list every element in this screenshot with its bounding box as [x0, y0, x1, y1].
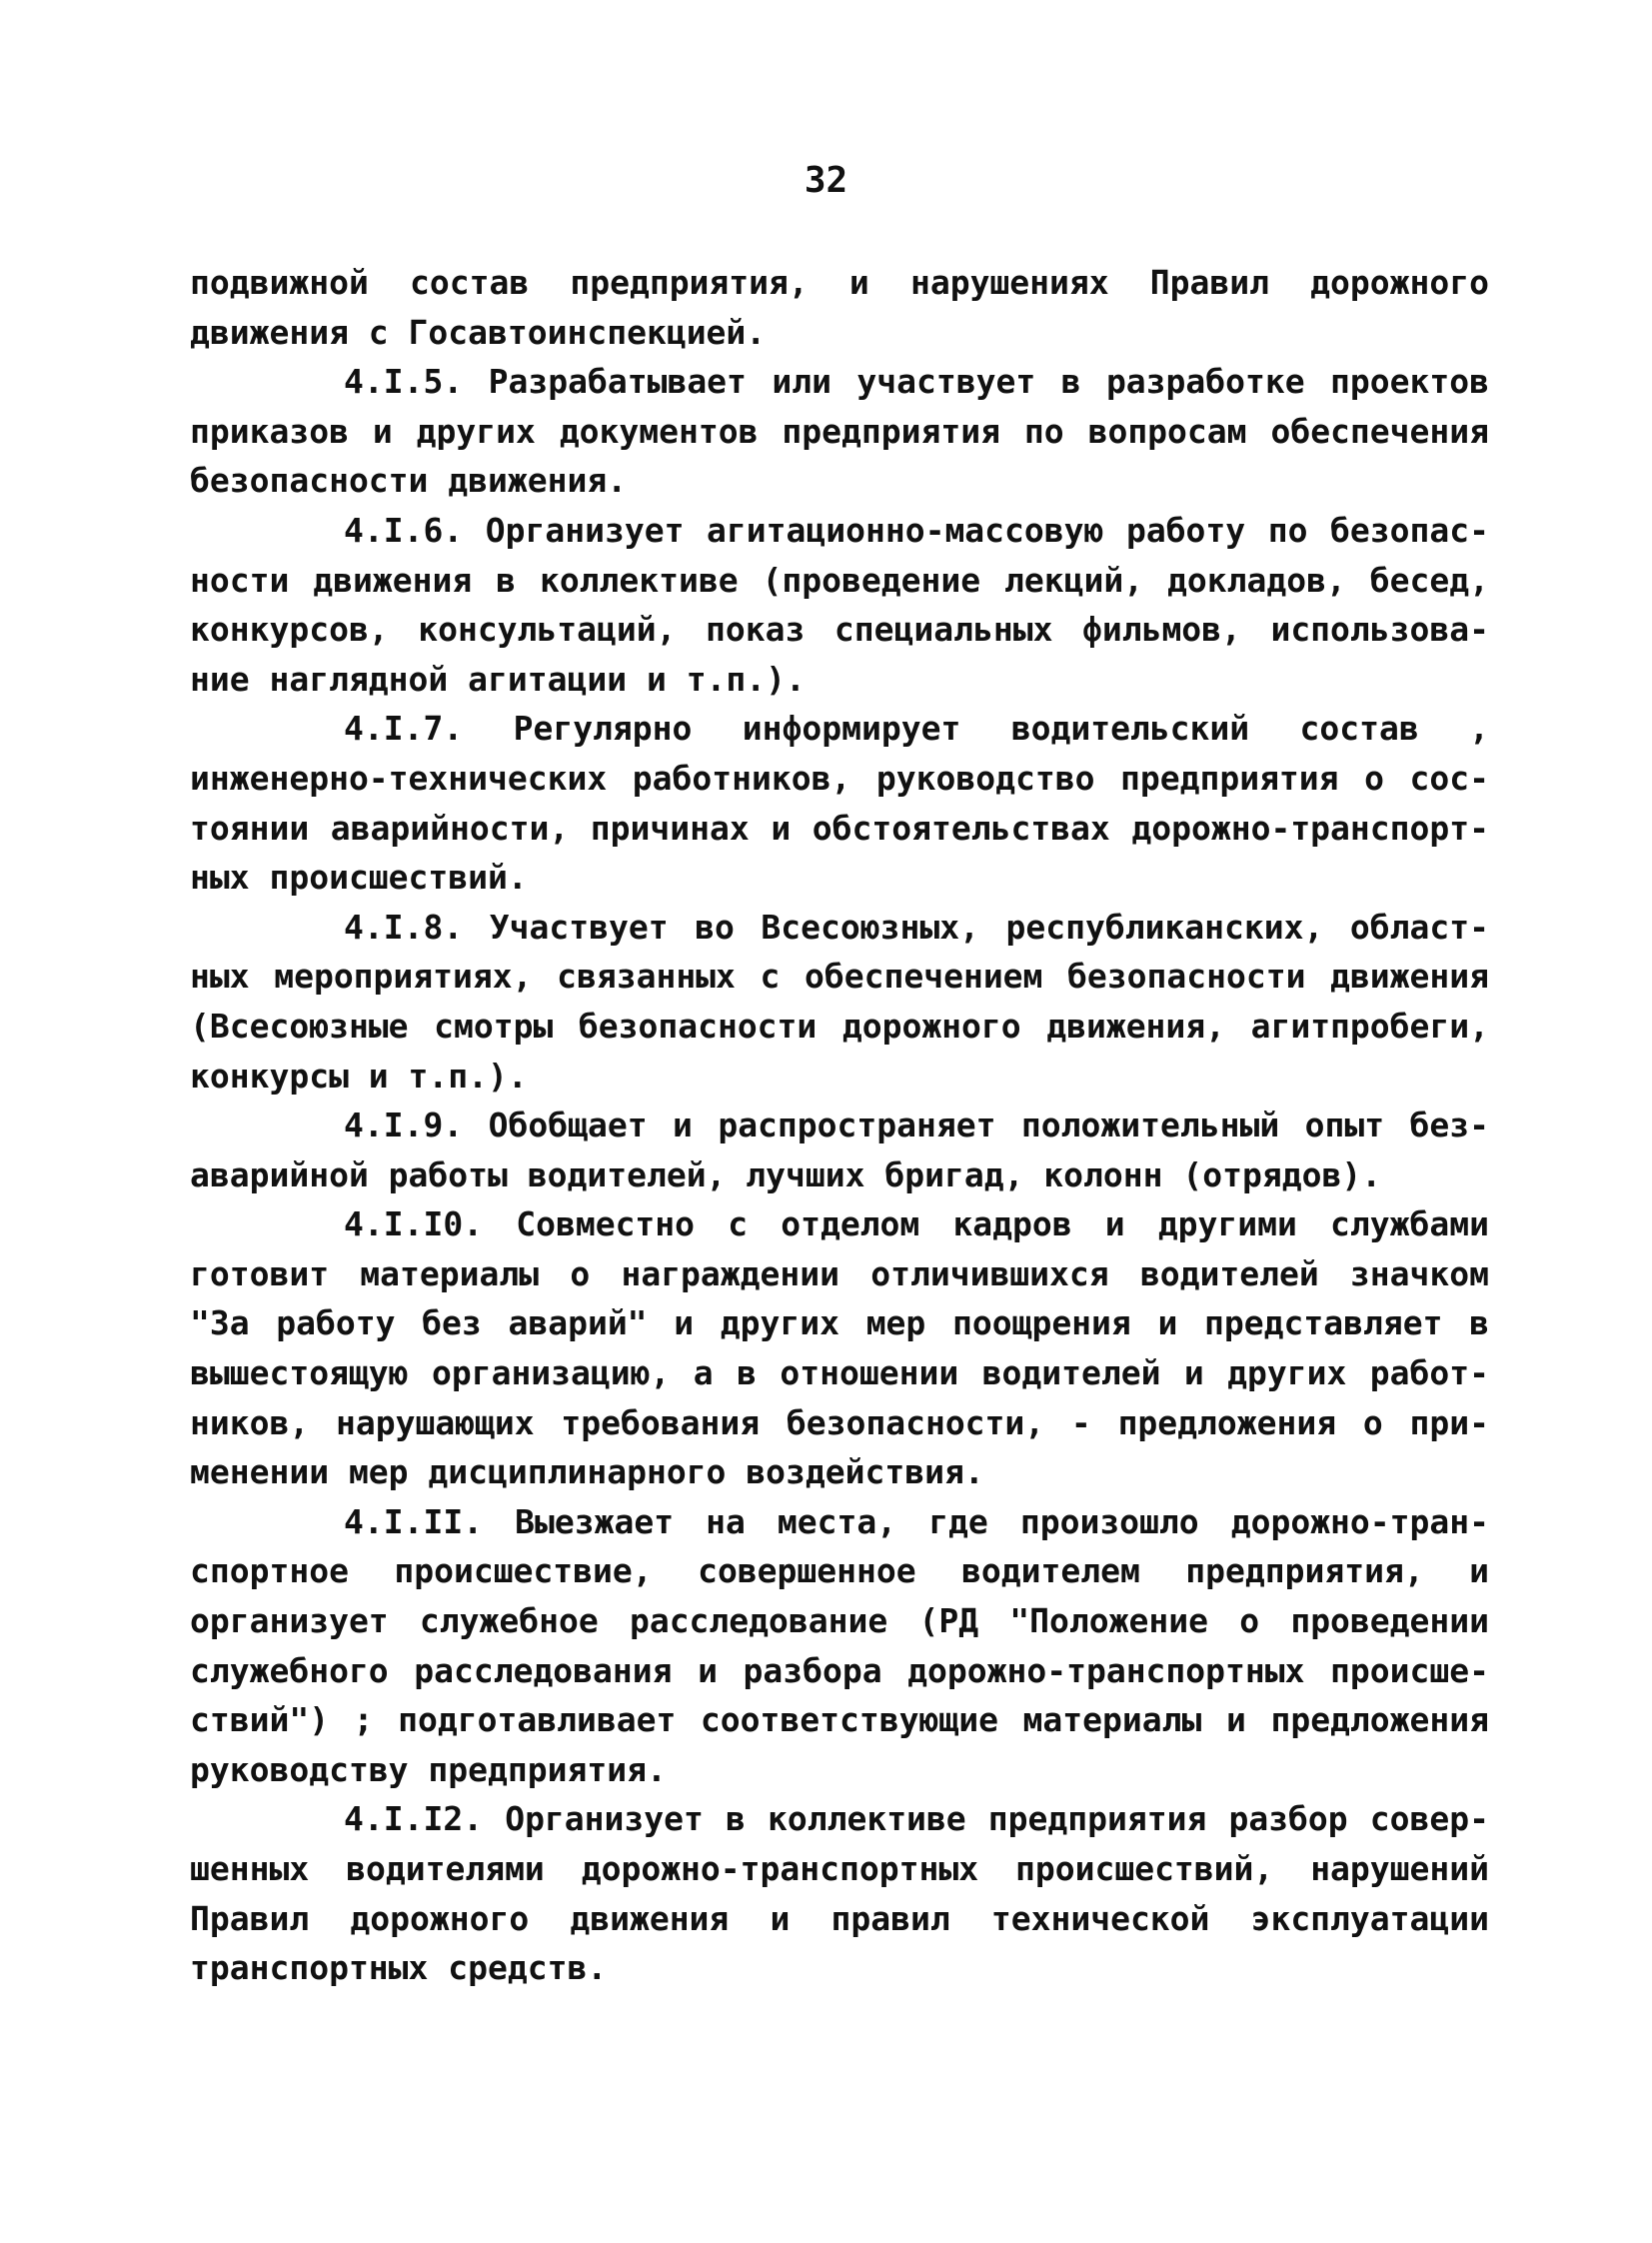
- text-line: готовит материалы о награждении отличившихся водителей значком: [190, 1253, 1489, 1293]
- text-line: ных происшествий.: [190, 858, 528, 898]
- text-line: служебного расследования и разбора дорожно-транспортных происше-: [190, 1650, 1489, 1690]
- text-line: ности движения в коллективе (проведение лекций, докладов, бесед,: [190, 560, 1489, 600]
- text-line: конкурсы и т.п.).: [190, 1056, 528, 1096]
- text-line: 4.I.I2. Организует в коллективе предприятия разбор совер-: [344, 1799, 1489, 1839]
- text-line: ных мероприятиях, связанных с обеспечением безопасности движения: [190, 957, 1489, 997]
- text-line: ников, нарушающих требования безопасности, - предложения о при-: [190, 1402, 1489, 1442]
- page-number: 32: [804, 160, 848, 201]
- text-line: тоянии аварийности, причинах и обстоятельствах дорожно-транспорт-: [190, 808, 1489, 848]
- text-line: спортное происшествие, совершенное водителем предприятия, и: [190, 1551, 1489, 1591]
- text-line: 4.I.5. Разрабатывает или участвует в разработке проектов: [344, 362, 1489, 402]
- text-line: конкурсов, консультаций, показ специальных фильмов, использова-: [190, 610, 1489, 650]
- text-line: шенных водителями дорожно-транспортных происшествий, нарушений: [190, 1849, 1489, 1888]
- text-line: ние наглядной агитации и т.п.).: [190, 659, 806, 699]
- text-line: аварийной работы водителей, лучших бригад, колонн (отрядов).: [190, 1154, 1382, 1194]
- text-line: организует служебное расследование (РД "Положение о проведении: [190, 1601, 1489, 1641]
- text-line: 4.I.8. Участвует во Всесоюзных, республиканских, област-: [344, 907, 1489, 947]
- text-line: 4.I.I0. Совместно с отделом кадров и другими службами: [344, 1204, 1489, 1244]
- text-line: ствий") ; подготавливает соответствующие материалы и предложения: [190, 1700, 1489, 1740]
- text-line: движения с Госавтоинспекцией.: [190, 312, 767, 352]
- text-line: (Всесоюзные смотры безопасности дорожного движения, агитпробеги,: [190, 1006, 1489, 1046]
- text-line: инженерно-технических работников, руководство предприятия о сос-: [190, 758, 1489, 798]
- text-line: транспортных средств.: [190, 1948, 608, 1988]
- text-line: вышестоящую организацию, а в отношении водителей и других работ-: [190, 1353, 1489, 1393]
- text-line: приказов и других документов предприятия по вопросам обеспечения: [190, 411, 1489, 451]
- text-line: "За работу без аварий" и других мер поощрения и представляет в: [190, 1303, 1489, 1343]
- text-line: 4.I.6. Организует агитационно-массовую работу по безопас-: [344, 510, 1489, 550]
- text-line: безопасности движения.: [190, 461, 628, 501]
- text-line: Правил дорожного движения и правил технической эксплуатации: [190, 1898, 1489, 1938]
- body-text: [190, 258, 1489, 1993]
- text-line: 4.I.9. Обобщает и распространяет положительный опыт без-: [344, 1106, 1489, 1145]
- text-line: руководству предприятия.: [190, 1749, 667, 1789]
- text-line: 4.I.7. Регулярно информирует водительский состав ,: [344, 709, 1489, 749]
- text-line: менении мер дисциплинарного воздействия.: [190, 1452, 984, 1492]
- text-line: подвижной состав предприятия, и нарушениях Правил дорожного: [190, 263, 1489, 302]
- text-line: 4.I.II. Выезжает на места, где произошло дорожно-тран-: [344, 1501, 1489, 1541]
